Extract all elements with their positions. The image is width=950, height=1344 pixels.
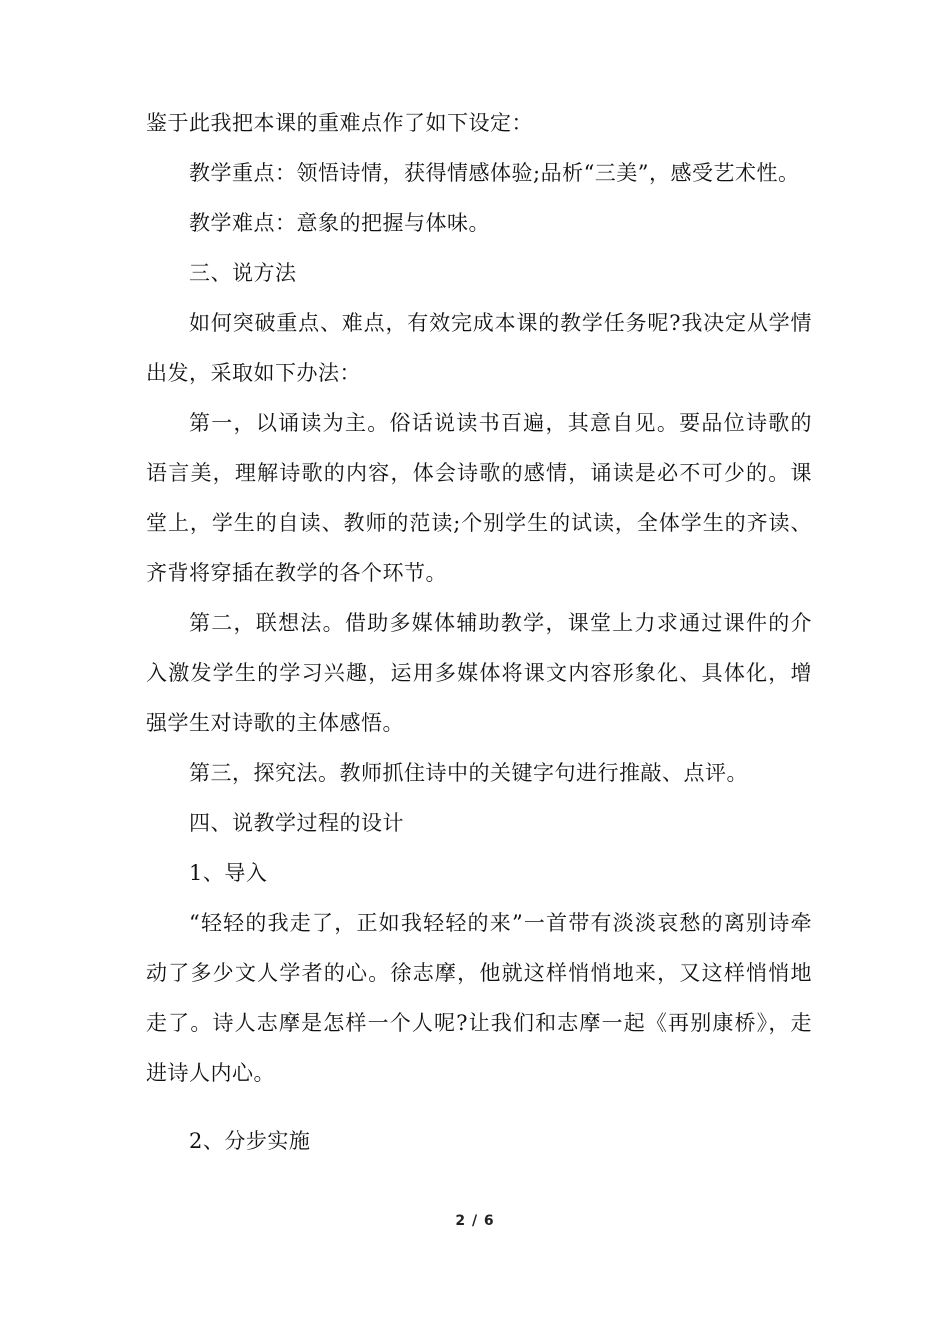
- section-heading-methods: 三、说方法: [189, 261, 297, 285]
- paragraph-introduction: “轻轻的我走了，正如我轻轻的来”一首带有淡淡哀愁的离别诗牵动了多少文人学者的心。徐志摩，他就这样悄悄地来，又这样悄悄地走了。诗人志摩是怎样一个人呢?让我们和志摩一起《再别康桥》，走进诗人内心。: [146, 911, 812, 1085]
- subheading-step-by-step: 2、分步实施: [189, 1129, 311, 1153]
- paragraph-method-inquiry: 第三，探究法。教师抓住诗中的关键字句进行推敲、点评。: [189, 761, 748, 785]
- page-number: 2 / 6: [455, 1213, 495, 1229]
- paragraph-spacer: [146, 1098, 812, 1116]
- paragraph-method-recitation: 第一，以诵读为主。俗话说读书百遍，其意自见。要品位诗歌的语言美，理解诗歌的内容，体会诗歌的感情，诵读是必不可少的。课堂上，学生的自读、教师的范读;个别学生的试读，全体学生的齐读、齐背将穿插在教学的各个环节。: [146, 411, 812, 585]
- subheading-introduction: 1、导入: [189, 861, 268, 885]
- paragraph-key-difficult-points-intro: 鉴于此我把本课的重难点作了如下设定：: [146, 111, 533, 135]
- paragraph-teaching-difficulty: 教学难点：意象的把握与体味。: [189, 211, 490, 235]
- document-body: [146, 98, 812, 1166]
- paragraph-methods-intro: 如何突破重点、难点，有效完成本课的教学任务呢?我决定从学情出发，采取如下办法：: [146, 311, 812, 385]
- paragraph-method-association: 第二，联想法。借助多媒体辅助教学，课堂上力求通过课件的介入激发学生的学习兴趣，运用多媒体将课文内容形象化、具体化，增强学生对诗歌的主体感悟。: [146, 611, 812, 735]
- paragraph-teaching-focus: 教学重点：领悟诗情，获得情感体验;品析“三美”，感受艺术性。: [189, 161, 800, 185]
- section-heading-process: 四、说教学过程的设计: [189, 811, 404, 835]
